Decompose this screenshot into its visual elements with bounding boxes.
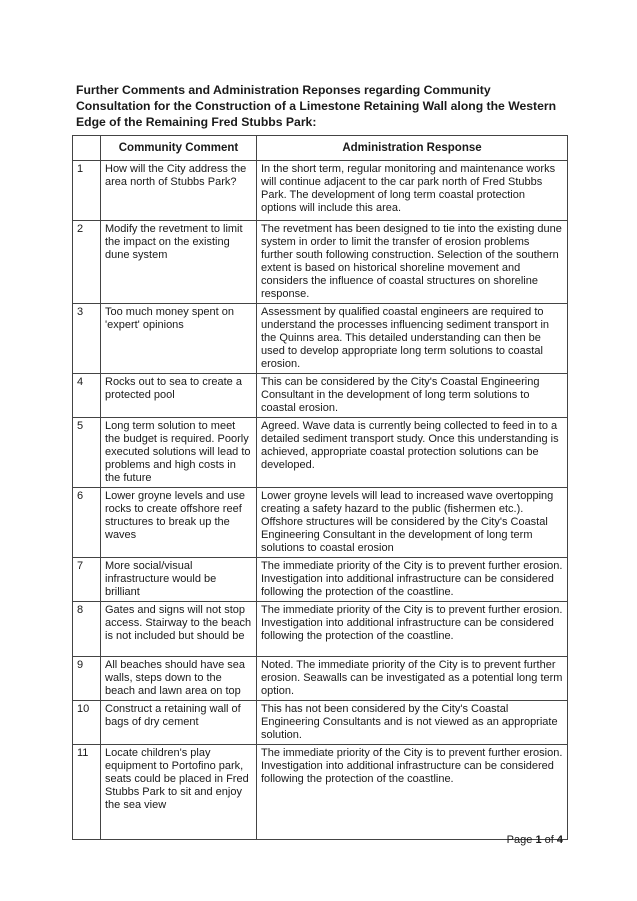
table-row <box>73 488 568 558</box>
row-number: 10 <box>73 701 101 745</box>
community-comment: Construct a retaining wall of bags of dry cement <box>101 701 257 745</box>
row-number: 1 <box>73 161 101 221</box>
row-number: 6 <box>73 488 101 558</box>
document-title: Further Comments and Administration Reponses regarding Community Consultation for the Construction of a Limestone Retaining Wall along the Western Edge of the Remaining Fred Stubbs Park: <box>76 83 557 130</box>
table-row <box>73 602 568 657</box>
community-comment: Locate children's play equipment to Portofino park, seats could be placed in Fred Stubbs Park to sit and enjoy the sea view <box>101 745 257 840</box>
community-comment: Too much money spent on 'expert' opinions <box>101 304 257 374</box>
administration-response: Agreed. Wave data is currently being collected to feed in to a detailed sediment transport study. Once this understanding is achieved, appropriate coastal protection solutions can be developed. <box>257 418 568 488</box>
administration-response: Assessment by qualified coastal engineers are required to understand the processes influencing sediment transport in the Quinns area. This detailed understanding can then be used to develop appropriate long term solutions to coastal erosion. <box>257 304 568 374</box>
community-comment: Rocks out to sea to create a protected pool <box>101 374 257 418</box>
row-number: 5 <box>73 418 101 488</box>
community-comment: Long term solution to meet the budget is required. Poorly executed solutions will lead to problems and high costs in the future <box>101 418 257 488</box>
table-row <box>73 304 568 374</box>
page-of-label: of <box>544 834 554 846</box>
community-comment: More social/visual infrastructure would be brilliant <box>101 558 257 602</box>
row-number: 4 <box>73 374 101 418</box>
community-comment: How will the City address the area north of Stubbs Park? <box>101 161 257 221</box>
row-number: 7 <box>73 558 101 602</box>
table-row <box>73 374 568 418</box>
administration-response: The immediate priority of the City is to prevent further erosion. Investigation into additional infrastructure can be considered following the protection of the coastline. <box>257 745 568 840</box>
table-row <box>73 745 568 840</box>
administration-response: Lower groyne levels will lead to increased wave overtopping creating a safety hazard to the public (fishermen etc.). Offshore structures will be considered by the City's Coastal Engineering Consultant in the development of long term solutions to coastal erosion <box>257 488 568 558</box>
administration-response: The revetment has been designed to tie into the existing dune system in order to limit the transfer of erosion problems further south following construction. Selection of the southern extent is based on historical shoreline movement and considers the influence of coastal structures on shoreline response. <box>257 221 568 304</box>
header-number <box>73 136 101 161</box>
administration-response: The immediate priority of the City is to prevent further erosion. Investigation into additional infrastructure can be considered following the protection of the coastline. <box>257 602 568 657</box>
page-total: 4 <box>556 834 563 846</box>
header-community-comment: Community Comment <box>101 136 257 161</box>
row-number: 11 <box>73 745 101 840</box>
row-number: 2 <box>73 221 101 304</box>
administration-response: This has not been considered by the City's Coastal Engineering Consultants and is not viewed as an appropriate solution. <box>257 701 568 745</box>
community-comment: All beaches should have sea walls, steps down to the beach and lawn area on top <box>101 657 257 701</box>
table-row <box>73 161 568 221</box>
page-footer <box>507 834 563 846</box>
table-row <box>73 221 568 304</box>
row-number: 3 <box>73 304 101 374</box>
community-comment: Lower groyne levels and use rocks to create offshore reef structures to break up the waves <box>101 488 257 558</box>
table-row <box>73 418 568 488</box>
administration-response: In the short term, regular monitoring and maintenance works will continue adjacent to the car park north of Fred Stubbs Park. The development of long term coastal protection options will include this area. <box>257 161 568 221</box>
table-row <box>73 558 568 602</box>
row-number: 8 <box>73 602 101 657</box>
community-comment: Gates and signs will not stop access. Stairway to the beach is not included but should be <box>101 602 257 657</box>
community-comment: Modify the revetment to limit the impact on the existing dune system <box>101 221 257 304</box>
table-row <box>73 657 568 701</box>
table-row <box>73 701 568 745</box>
row-number: 9 <box>73 657 101 701</box>
page-label: Page <box>506 834 533 846</box>
table-header-row <box>73 136 568 161</box>
consultation-table <box>72 135 568 840</box>
administration-response: This can be considered by the City's Coastal Engineering Consultant in the development of long term solutions to coastal erosion. <box>257 374 568 418</box>
header-administration-response: Administration Response <box>257 136 568 161</box>
administration-response: The immediate priority of the City is to prevent further erosion. Investigation into additional infrastructure can be considered following the protection of the coastline. <box>257 558 568 602</box>
page-current: 1 <box>535 834 542 846</box>
administration-response: Noted. The immediate priority of the City is to prevent further erosion. Seawalls can be investigated as a potential long term option. <box>257 657 568 701</box>
